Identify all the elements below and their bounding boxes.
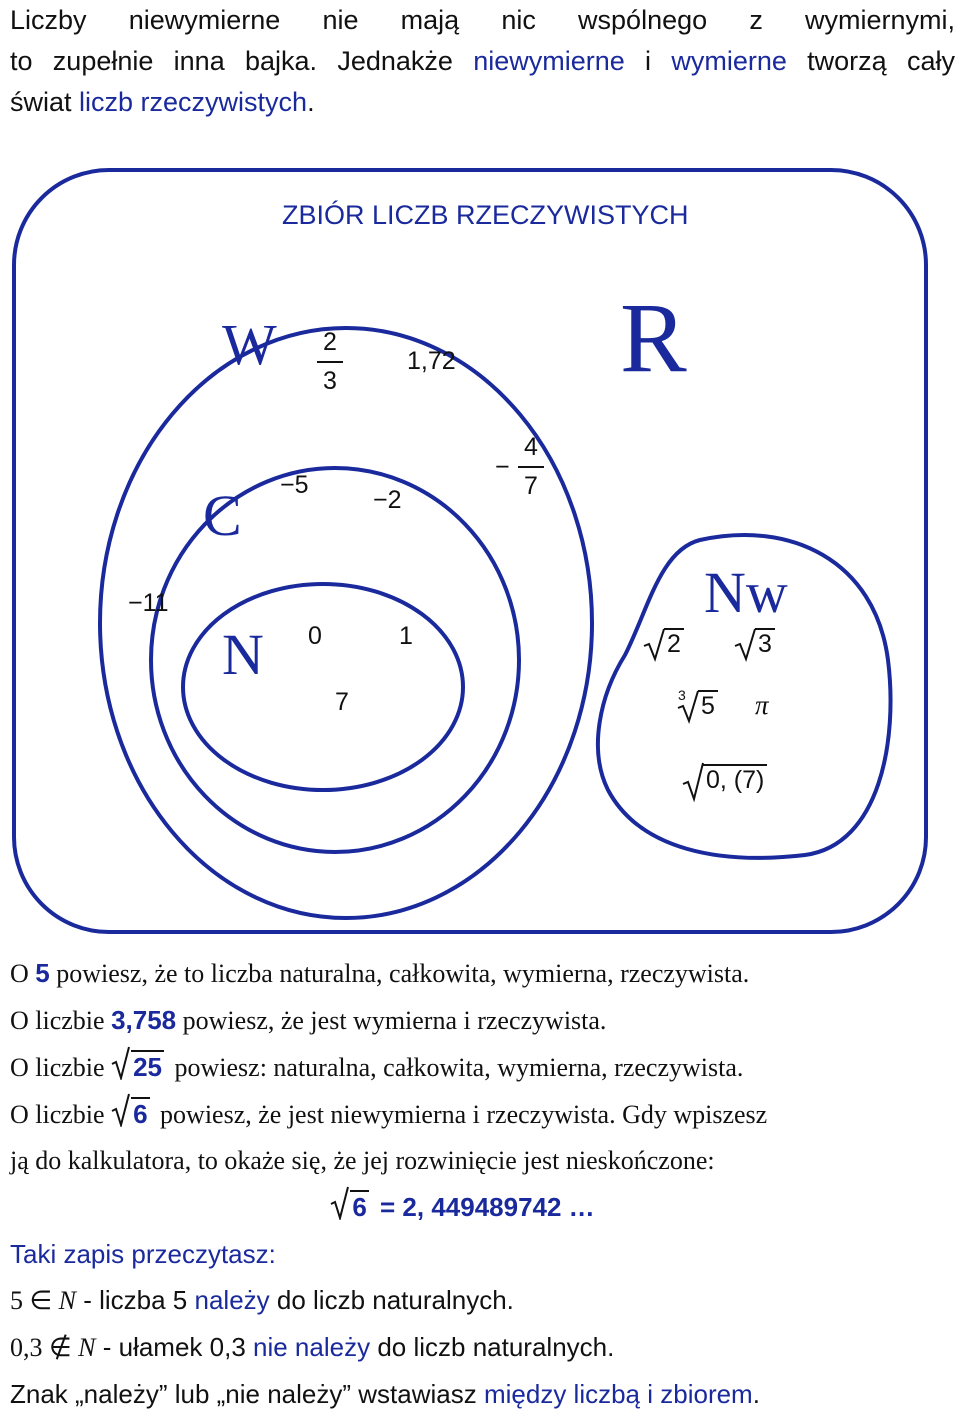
term-niewymierne: niewymierne: [473, 46, 625, 76]
fraction-denominator: 3: [323, 367, 337, 395]
value-minus-5: −5: [280, 471, 309, 499]
value-minus-2: −2: [373, 486, 402, 514]
set-W-label: W: [222, 312, 277, 377]
value-1: 1: [399, 622, 413, 650]
value-1-72: 1,72: [407, 347, 456, 375]
sqrt-radicand: 2: [664, 628, 684, 659]
sentence-sqrt-6: O liczbie 6 powiesz, że jest niewymierna i rzeczywista. Gdy wpiszesz: [10, 1091, 955, 1138]
sentence-5: O 5 powiesz, że to liczba naturalna, całkowita, wymierna, rzeczywista.: [10, 958, 750, 988]
term-nalezy: należy: [194, 1285, 270, 1315]
diagram-title: ZBIÓR LICZB RZECZYWISTYCH: [282, 200, 689, 230]
set-C-label: C: [203, 483, 242, 548]
intro-text-2e: tworzą cały: [786, 46, 955, 76]
equation-sqrt-6: [10, 1184, 955, 1231]
term-miedzy-liczba-i-zbiorem: między liczbą i zbiorem: [483, 1379, 753, 1409]
set-R-boundary: [14, 170, 926, 932]
sqrt-radicand: 3: [755, 628, 775, 659]
root-index: 3: [678, 687, 686, 703]
term-wymierne: wymierne: [671, 46, 787, 76]
value-0: 0: [308, 622, 322, 650]
highlight-3-758: 3,758: [111, 1005, 177, 1035]
set-N-label: N: [222, 622, 264, 687]
value-minus-11: −11: [128, 589, 169, 617]
term-liczb-rzeczywistych: liczb rzeczywistych: [79, 87, 308, 117]
sqrt-radicand: 25: [133, 1052, 162, 1082]
fraction-2-3: [317, 328, 343, 396]
intro-text-3a: świat: [10, 87, 80, 117]
value-7: 7: [335, 688, 349, 716]
sqrt-radicand: 0, (7): [703, 764, 767, 795]
fraction-numerator: 2: [323, 328, 337, 356]
sentence-sqrt-25: O liczbie 25 powiesz: naturalna, całkowita, wymierna, rzeczywista.: [10, 1044, 955, 1091]
pi-symbol: π: [755, 690, 769, 720]
set-R-label: R: [620, 282, 687, 393]
set-W-boundary: [100, 328, 592, 918]
sqrt-radicand: 6: [133, 1099, 148, 1129]
term-nie-nalezy: nie należy: [253, 1332, 371, 1362]
fraction-4-7: [518, 433, 544, 501]
intro-text-2a: to zupełnie inna bajka. Jednakże: [10, 46, 474, 76]
sqrt-6-equation: [330, 1184, 368, 1231]
sqrt-radicand: 6: [352, 1192, 367, 1222]
sqrt-6: [111, 1091, 149, 1138]
explanation-text: [10, 950, 955, 1417]
notation-heading: Taki zapis przeczytasz:: [10, 1239, 276, 1269]
fraction-denominator: 7: [524, 472, 538, 500]
set-Nw-label: Nw: [704, 560, 788, 625]
root-radicand: 5: [698, 690, 718, 721]
fraction-numerator: 4: [524, 433, 538, 461]
intro-text-2c: i: [624, 46, 672, 76]
sentence-5-in-N: 5 ∈ N - liczba 5 należy do liczb naturalnych.: [10, 1285, 514, 1315]
sentence-0-3-not-in-N: 0,3 ∉ N - ułamek 0,3 nie należy do liczb naturalnych.: [10, 1332, 615, 1362]
sentence-sign-placement: Znak „należy” lub „nie należy” wstawiasz między liczbą i zbiorem.: [10, 1379, 760, 1409]
sentence-3-758: O liczbie 3,758 powiesz, że jest wymierna i rzeczywista.: [10, 1005, 607, 1035]
highlight-5: 5: [35, 958, 50, 988]
intro-text-3c: .: [307, 87, 315, 117]
equation-value: = 2, 449489742 …: [372, 1192, 595, 1222]
intro-text-1: Liczby niewymierne nie mają nic wspólnego z wymiernymi,: [10, 5, 955, 35]
fraction-minus-sign: −: [495, 453, 510, 481]
sentence-calculator: ją do kalkulatora, to okaże się, że jej rozwinięcie jest nieskończone:: [10, 1146, 715, 1175]
sqrt-25: [111, 1044, 164, 1091]
